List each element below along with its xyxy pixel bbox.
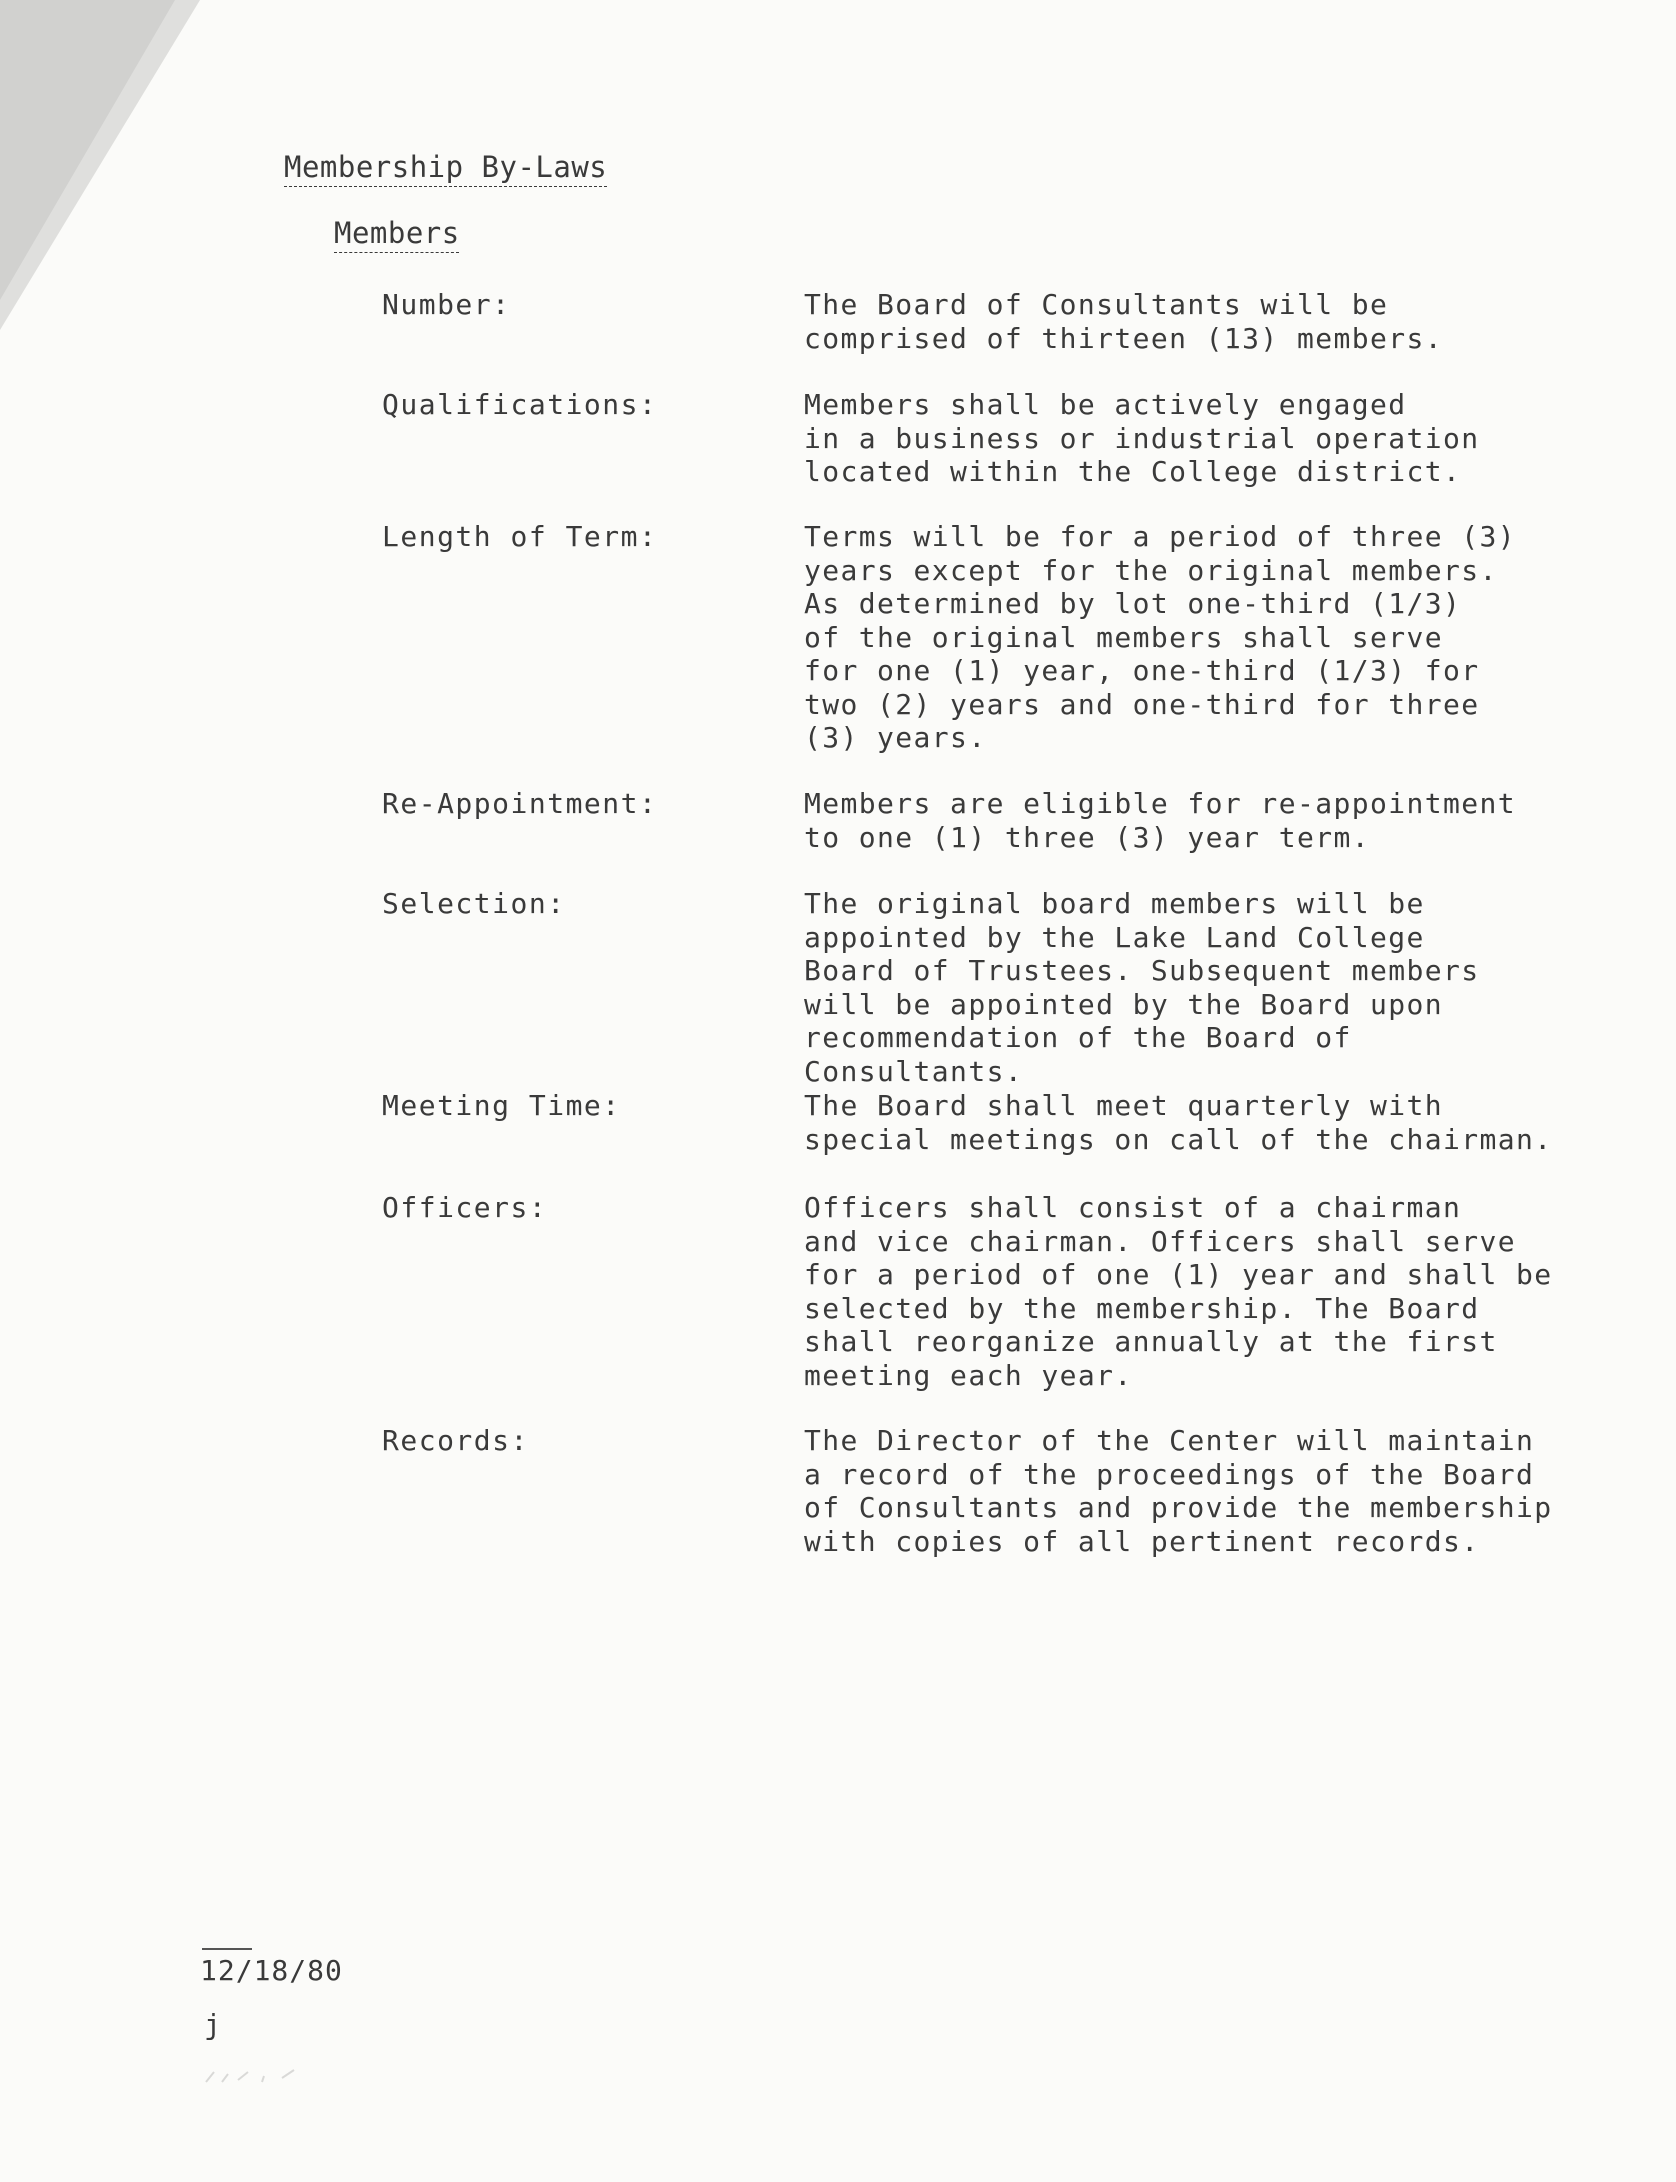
faint-mark xyxy=(204,2068,314,2086)
entry-label: Meeting Time: xyxy=(382,1089,621,1122)
entry-label: Officers: xyxy=(382,1191,548,1224)
entry-text: Terms will be for a period of three (3) years except for the original members. As determined by lot one-third (1/3) of the original members shall serve for one (1) year, one-third (1/3) for two (2) years and one-third for three (3) years. xyxy=(804,520,1517,754)
entry-label: Records: xyxy=(382,1424,529,1457)
entry-label: Number: xyxy=(382,288,511,321)
typist-initial: j xyxy=(204,2008,221,2041)
entry-text: Members are eligible for re-appointment to one (1) three (3) year term. xyxy=(804,787,1517,854)
date-text: 12/18/80 xyxy=(200,1954,343,1987)
entry-text: The Board of Consultants will be comprised of thirteen (13) members. xyxy=(804,288,1444,355)
section-title: Members xyxy=(334,216,460,250)
entry-label: Length of Term: xyxy=(382,520,658,553)
document-title: Membership By-Laws xyxy=(284,150,608,184)
entry-text: The original board members will be appointed by the Lake Land College Board of Trustees. Subsequent members will be appointed by the Board upon recommendation of the Board of Consultants. xyxy=(804,887,1480,1088)
date-overline xyxy=(202,1948,252,1950)
entry-text: Members shall be actively engaged in a business or industrial operation located within the College district. xyxy=(804,388,1480,488)
page-corner-fold xyxy=(0,0,200,330)
entry-text: Officers shall consist of a chairman and vice chairman. Officers shall serve for a period of one (1) year and shall be selected by the membership. The Board shall reorganize annually at the first meeting each year. xyxy=(804,1191,1553,1392)
entry-text: The Board shall meet quarterly with special meetings on call of the chairman. xyxy=(804,1089,1553,1156)
entry-text: The Director of the Center will maintain a record of the proceedings of the Board of Consultants and provide the membership with copies of all pertinent records. xyxy=(804,1424,1553,1558)
entry-label: Qualifications: xyxy=(382,388,658,421)
entry-label: Selection: xyxy=(382,887,566,920)
footer-date xyxy=(200,1954,343,1987)
entry-label: Re-Appointment: xyxy=(382,787,658,820)
